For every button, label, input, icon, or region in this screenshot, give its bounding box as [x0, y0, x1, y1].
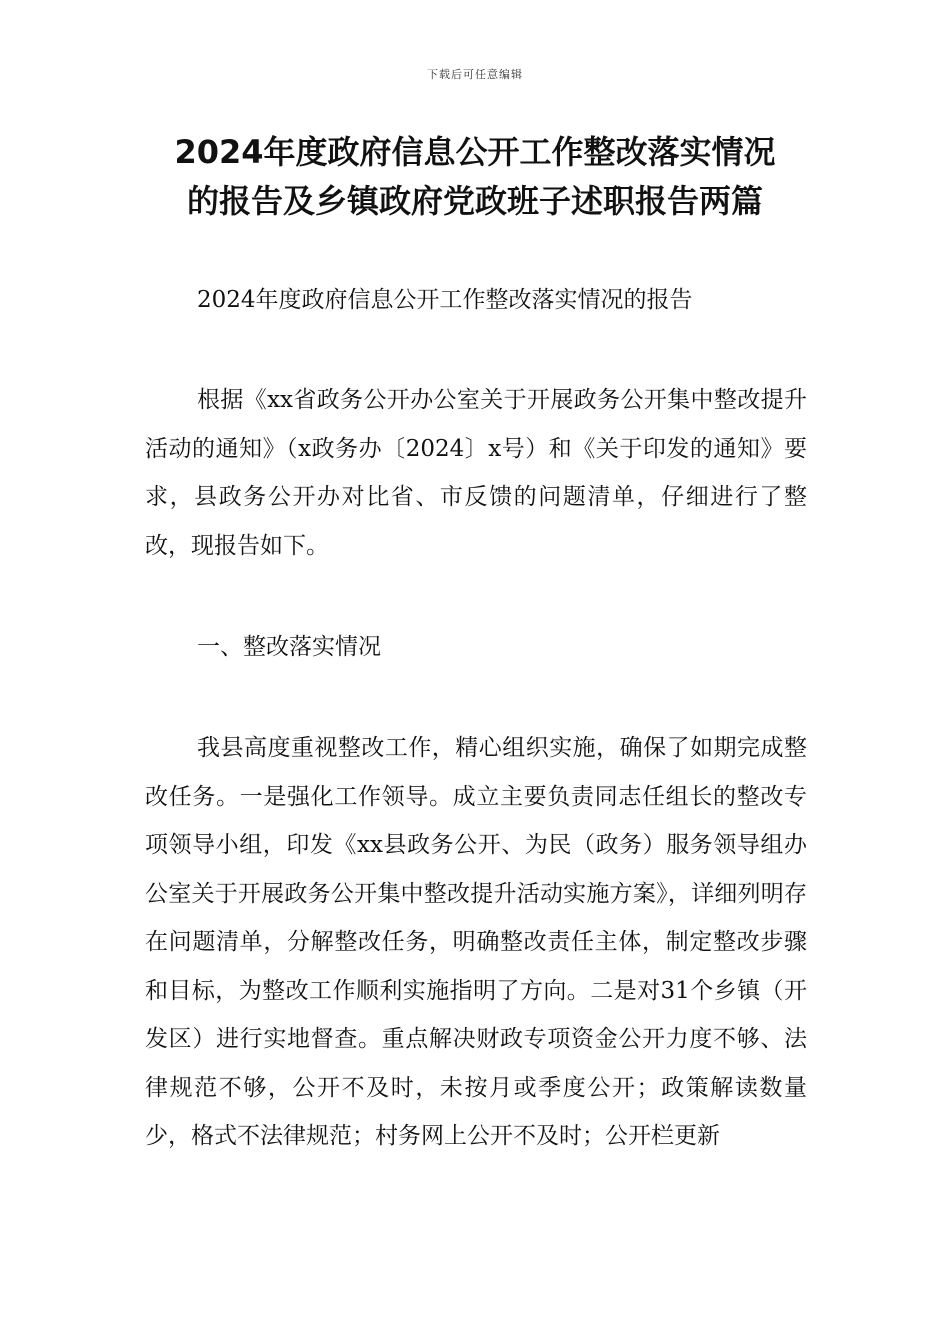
section-heading: 一、整改落实情况: [197, 634, 381, 660]
title-line-1: 2024年度政府信息公开工作整改落实情况: [174, 133, 776, 171]
body-paragraph: 我县高度重视整改工作，精心组织实施，确保了如期完成整改任务。一是强化工作领导。成立主要负责同志任组长的整改专项领导小组，印发《xx县政务公开、为民（政务）服务领导组办公室关于开展政务公开集中整改提升活动实施方案》，详细列明存在问题清单，分解整改任务，明确整改责任主体，制定整改步骤和目标，为整改工作顺利实施指明了方向。二是对31个乡镇（开发区）进行实地督查。重点解决财政专项资金公开力度不够、法律规范不够，公开不及时，未按月或季度公开；政策解读数量少，格式不法律规范；村务网上公开不及时；公开栏更新: [145, 735, 807, 1149]
header-note: 下载后可任意编辑: [427, 68, 523, 81]
document-title: [140, 128, 810, 226]
title-line-2: 的报告及乡镇政府党政班子述职报告两篇: [186, 182, 763, 220]
intro-paragraph: 根据《xx省政务公开办公室关于开展政务公开集中整改提升活动的通知》（x政务办〔2024〕x号）和《关于印发的通知》要求，县政务公开办对比省、市反馈的问题清单，仔细进行了整改，现报告如下。: [145, 387, 807, 559]
report-subtitle: 2024年度政府信息公开工作整改落实情况的报告: [197, 287, 693, 313]
